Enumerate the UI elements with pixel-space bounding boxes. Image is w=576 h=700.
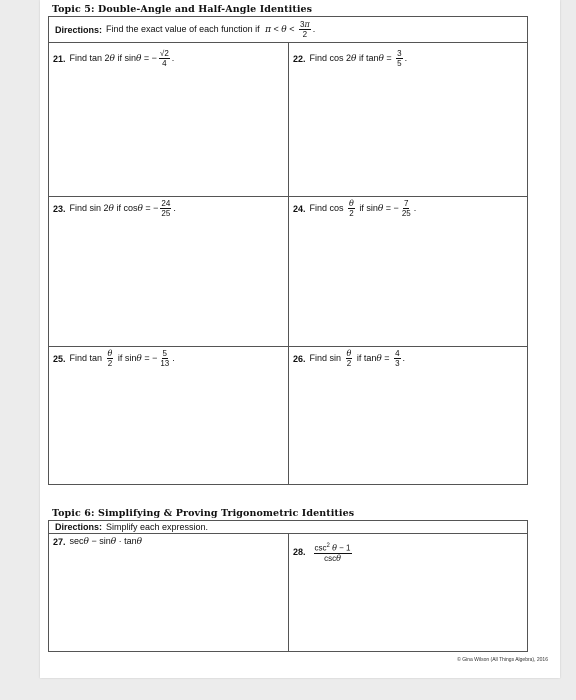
topic6-title: Topic 6: Simplifying & Proving Trigonometric Identities [52,508,355,519]
problem-26: 26. Find sin $\frac{\theta}{2}$ if tanθ = $\frac{4}{3}$ . [293,349,406,368]
problem-23: 23. Find sin 2θ if cosθ = − $\frac{24}{25}$ . [53,199,176,218]
column-divider [288,534,289,651]
problem-28: 28. $\frac{\csc^2 \theta - 1}{\csc\theta}$ [293,543,351,563]
directions-text: Find the exact value of each function if π < θ < $\frac{3\pi}{2}$ . [106,20,316,39]
problem-22: 22. Find cos 2θ if tanθ = $\frac{3}{5}$ . [293,49,408,68]
column-divider [288,43,289,484]
topic6-directions [49,521,527,534]
problem-25: 25. Find tan $\frac{\theta}{2}$ if sinθ = − $\frac{5}{13}$ . [53,349,175,368]
problem-27: 27. secθ − sinθ · tanθ [53,536,143,547]
problem-24: 24. Find cos $\frac{\theta}{2}$ if sinθ = − $\frac{7}{25}$ . [293,199,417,218]
topic5-title: Topic 5: Double-Angle and Half-Angle Identities [52,4,313,15]
topic6-table [48,520,528,652]
copyright-notice: © Gina Wilson (All Things Algebra), 2016 [457,657,548,663]
worksheet-page [40,0,560,678]
problem-21: 21. Find tan 2θ if sinθ = − $\frac{√2}{4}$ . [53,49,175,68]
directions-label: Directions: [55,522,103,532]
directions-label: Directions: [55,24,103,35]
topic5-directions [49,17,527,43]
row-divider [49,346,527,347]
topic5-table [48,16,528,485]
directions-text: Simplify each expression. [106,522,209,532]
row-divider [49,196,527,197]
